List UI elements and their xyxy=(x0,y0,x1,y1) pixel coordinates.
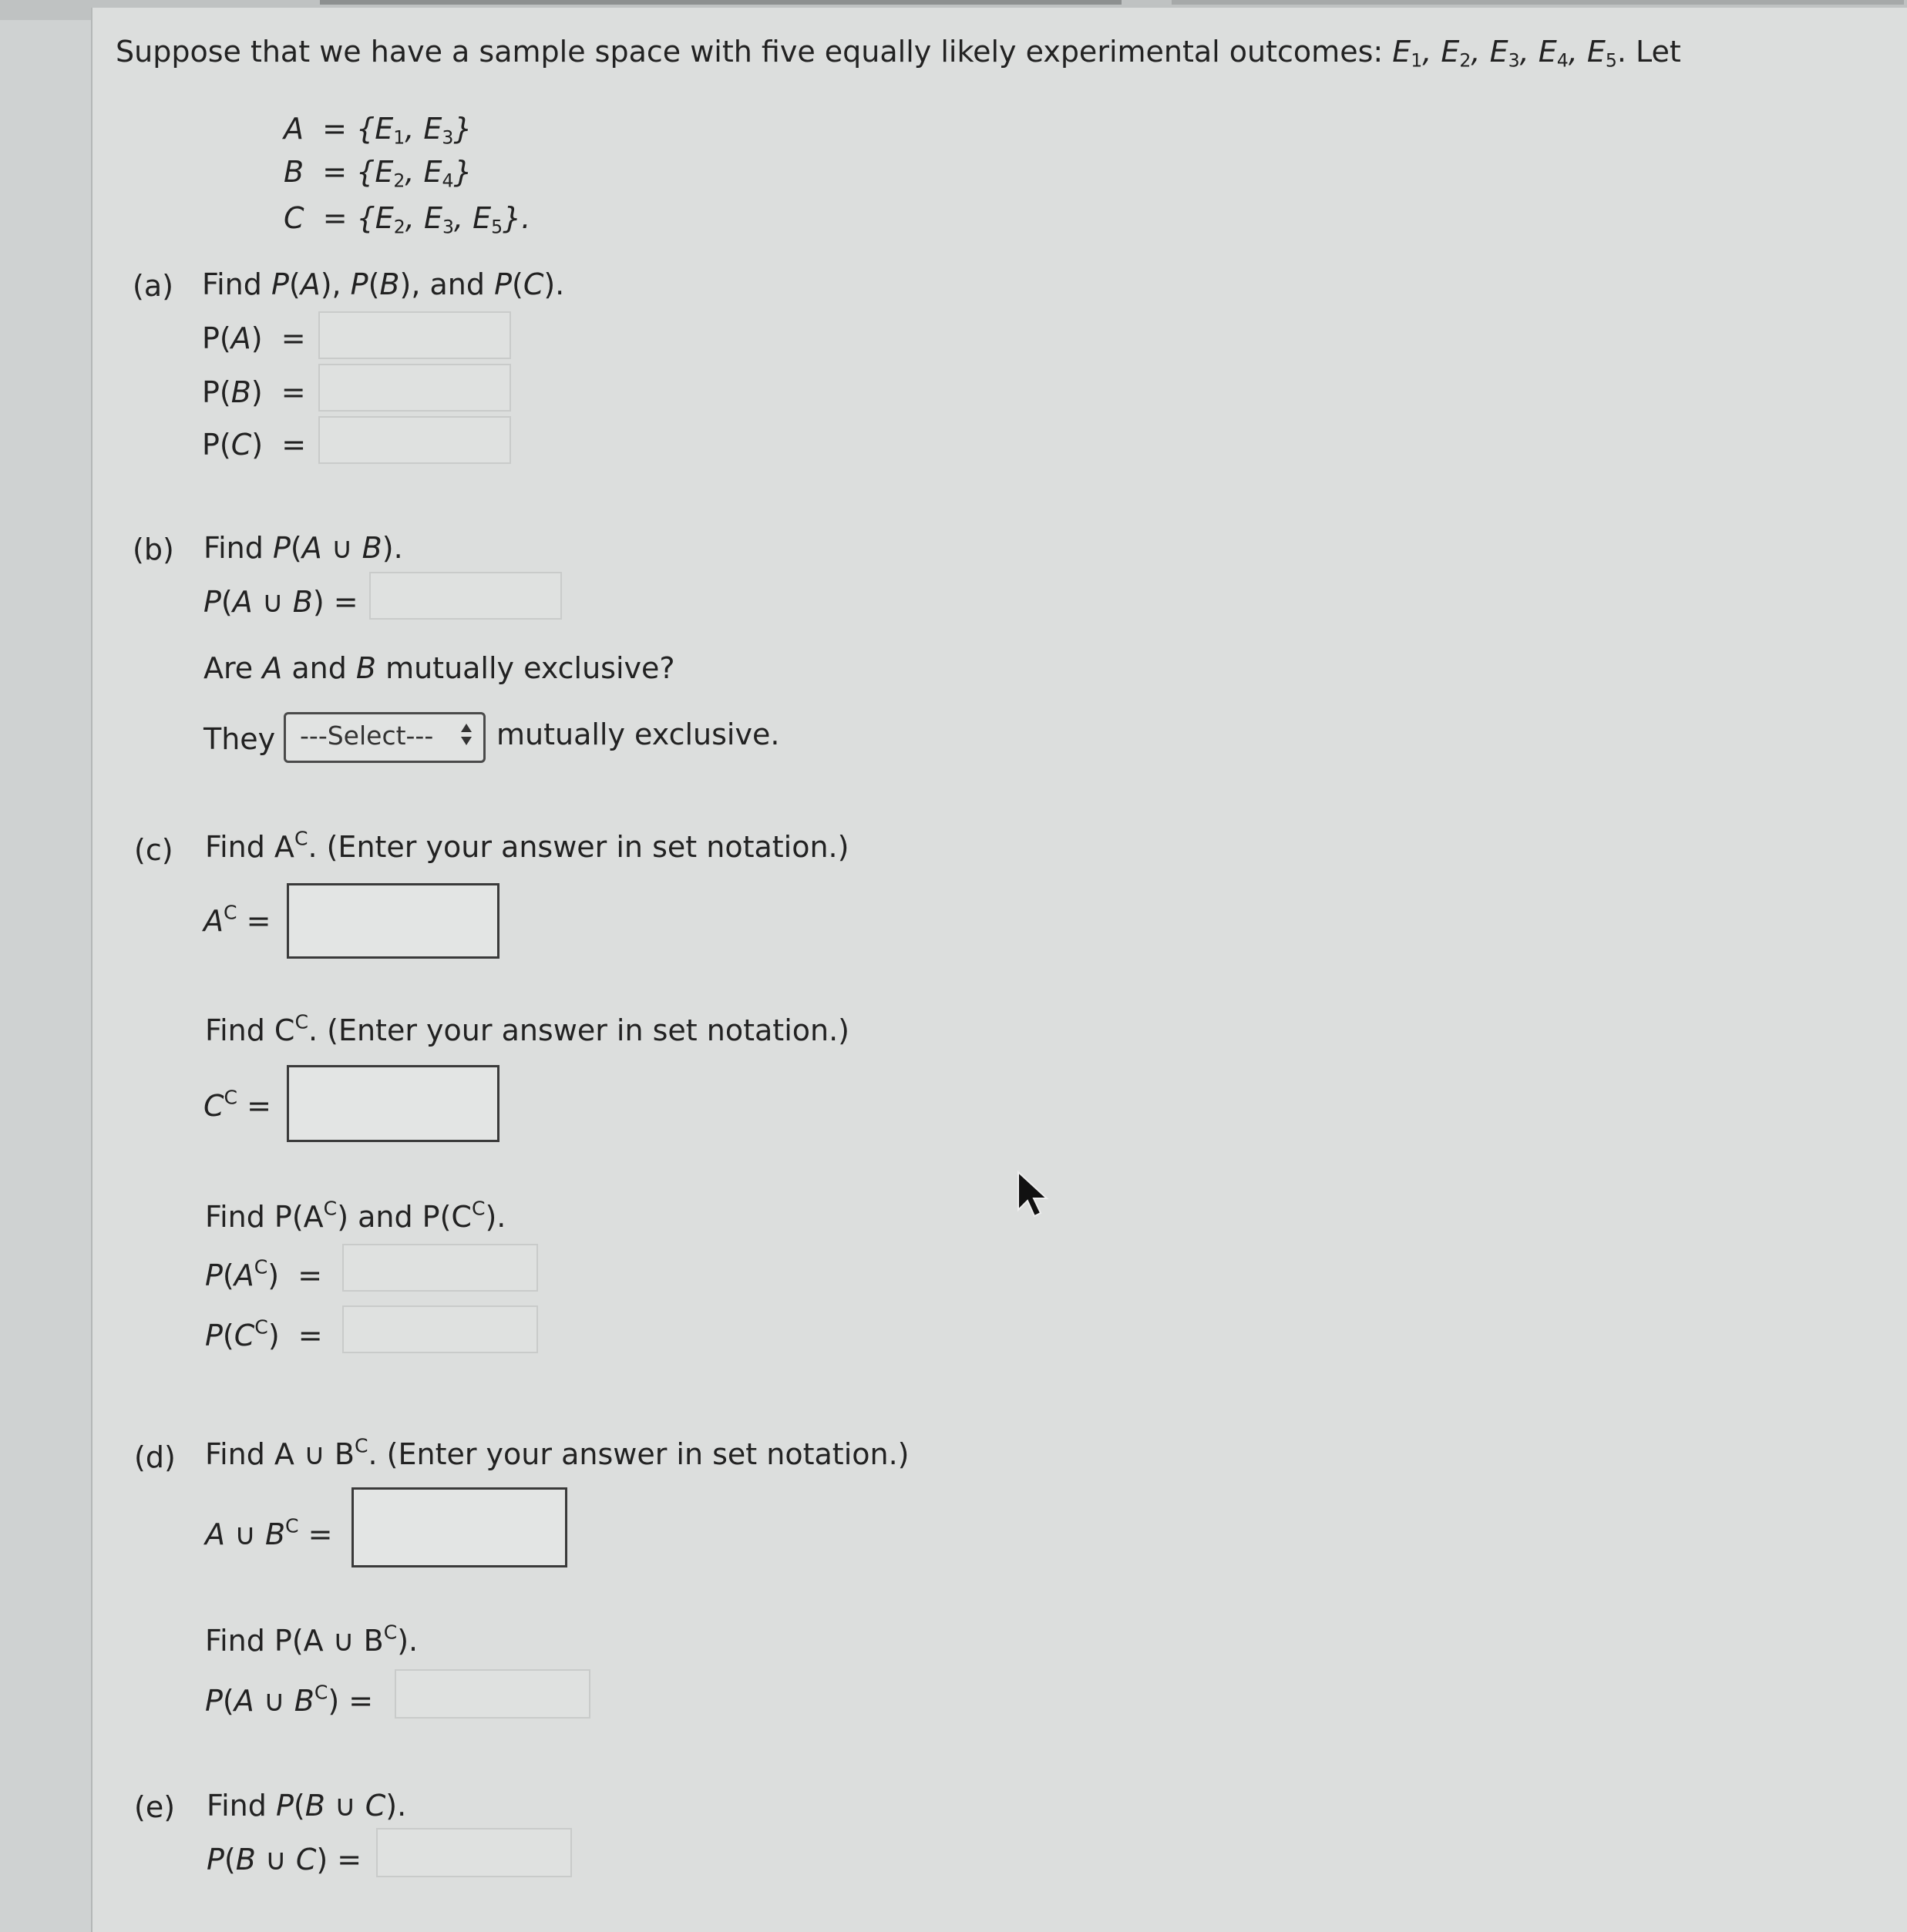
part-e-label: (e) xyxy=(134,1790,176,1824)
paubc-input[interactable] xyxy=(395,1669,590,1719)
part-d-prob-question: Find P(A ∪ $B^C$). xyxy=(205,1621,419,1658)
part-e-question: Find P(B ∪ C). xyxy=(207,1789,407,1823)
set-a-definition: $A = \{E_1$, $E_3$} xyxy=(284,112,473,149)
pa-input[interactable] xyxy=(318,311,511,359)
they-label: They xyxy=(203,722,276,756)
pbuc-input[interactable] xyxy=(376,1828,572,1877)
top-highlight xyxy=(1172,0,1904,5)
part-b-label: (b) xyxy=(133,533,174,566)
part-a-label: (a) xyxy=(133,269,173,303)
pb-input[interactable] xyxy=(318,364,511,412)
pac-input[interactable] xyxy=(342,1244,538,1292)
part-d-label: (d) xyxy=(134,1440,176,1474)
ac-input[interactable] xyxy=(287,883,499,959)
part-c-question-cc: Find $C^C$. (Enter your answer in set notation.) xyxy=(205,1010,849,1047)
pcc-label: $P(C^C)$ = xyxy=(205,1315,323,1352)
mutually-exclusive-select[interactable] xyxy=(284,712,486,763)
select-value: ---Select--- xyxy=(300,721,434,751)
pa-label: P(A) = xyxy=(202,321,306,355)
pc-label: P(C) = xyxy=(202,428,307,462)
part-b-question: Find P(A ∪ B). xyxy=(203,531,403,565)
part-c-label: (c) xyxy=(134,833,173,867)
mouse-cursor-icon xyxy=(1016,1170,1051,1221)
ac-label: $A^C$ = xyxy=(203,901,271,938)
part-c-question-prob: Find $P(A^C)$ and $P(C^C)$. xyxy=(205,1197,506,1234)
pcc-input[interactable] xyxy=(342,1305,538,1353)
cc-label: $C^C$ = xyxy=(203,1086,271,1123)
pc-input[interactable] xyxy=(318,416,511,464)
pbuc-label: P(B ∪ C) = xyxy=(207,1843,362,1877)
top-highlight xyxy=(320,0,1122,5)
paubc-label: P(A ∪ $B^C$) = xyxy=(205,1681,374,1718)
up-down-arrow-icon xyxy=(460,721,473,748)
set-b-definition: $B = \{E_2$, $E_4$} xyxy=(284,155,473,192)
intro-text: Suppose that we have a sample space with five equally likely experimental outcomes: $E_1$, $E_2$, $E_3$, $E_4$, $E_5$. Let xyxy=(116,35,1681,72)
set-c-definition: $C = \{E_2$, $E_3$, $E_5$}. xyxy=(284,201,531,238)
aubc-input[interactable] xyxy=(351,1487,567,1567)
cc-input[interactable] xyxy=(287,1065,499,1142)
part-d-question: Find A ∪ $B^C$. (Enter your answer in set notation.) xyxy=(205,1434,910,1471)
pac-label: $P(A^C)$ = xyxy=(205,1255,323,1292)
paub-input[interactable] xyxy=(369,572,562,620)
pb-label: P(B) = xyxy=(202,375,306,409)
exclusive-suffix: mutually exclusive. xyxy=(496,717,780,751)
part-a-question: Find P(A), P(B), and P(C). xyxy=(202,267,565,301)
paub-label: P(A ∪ B) = xyxy=(203,585,358,619)
exclusive-question: Are A and B mutually exclusive? xyxy=(203,651,675,685)
part-c-question-ac: Find $A^C$. (Enter your answer in set notation.) xyxy=(205,827,849,864)
aubc-label: A ∪ $B^C$ = xyxy=(205,1514,333,1551)
